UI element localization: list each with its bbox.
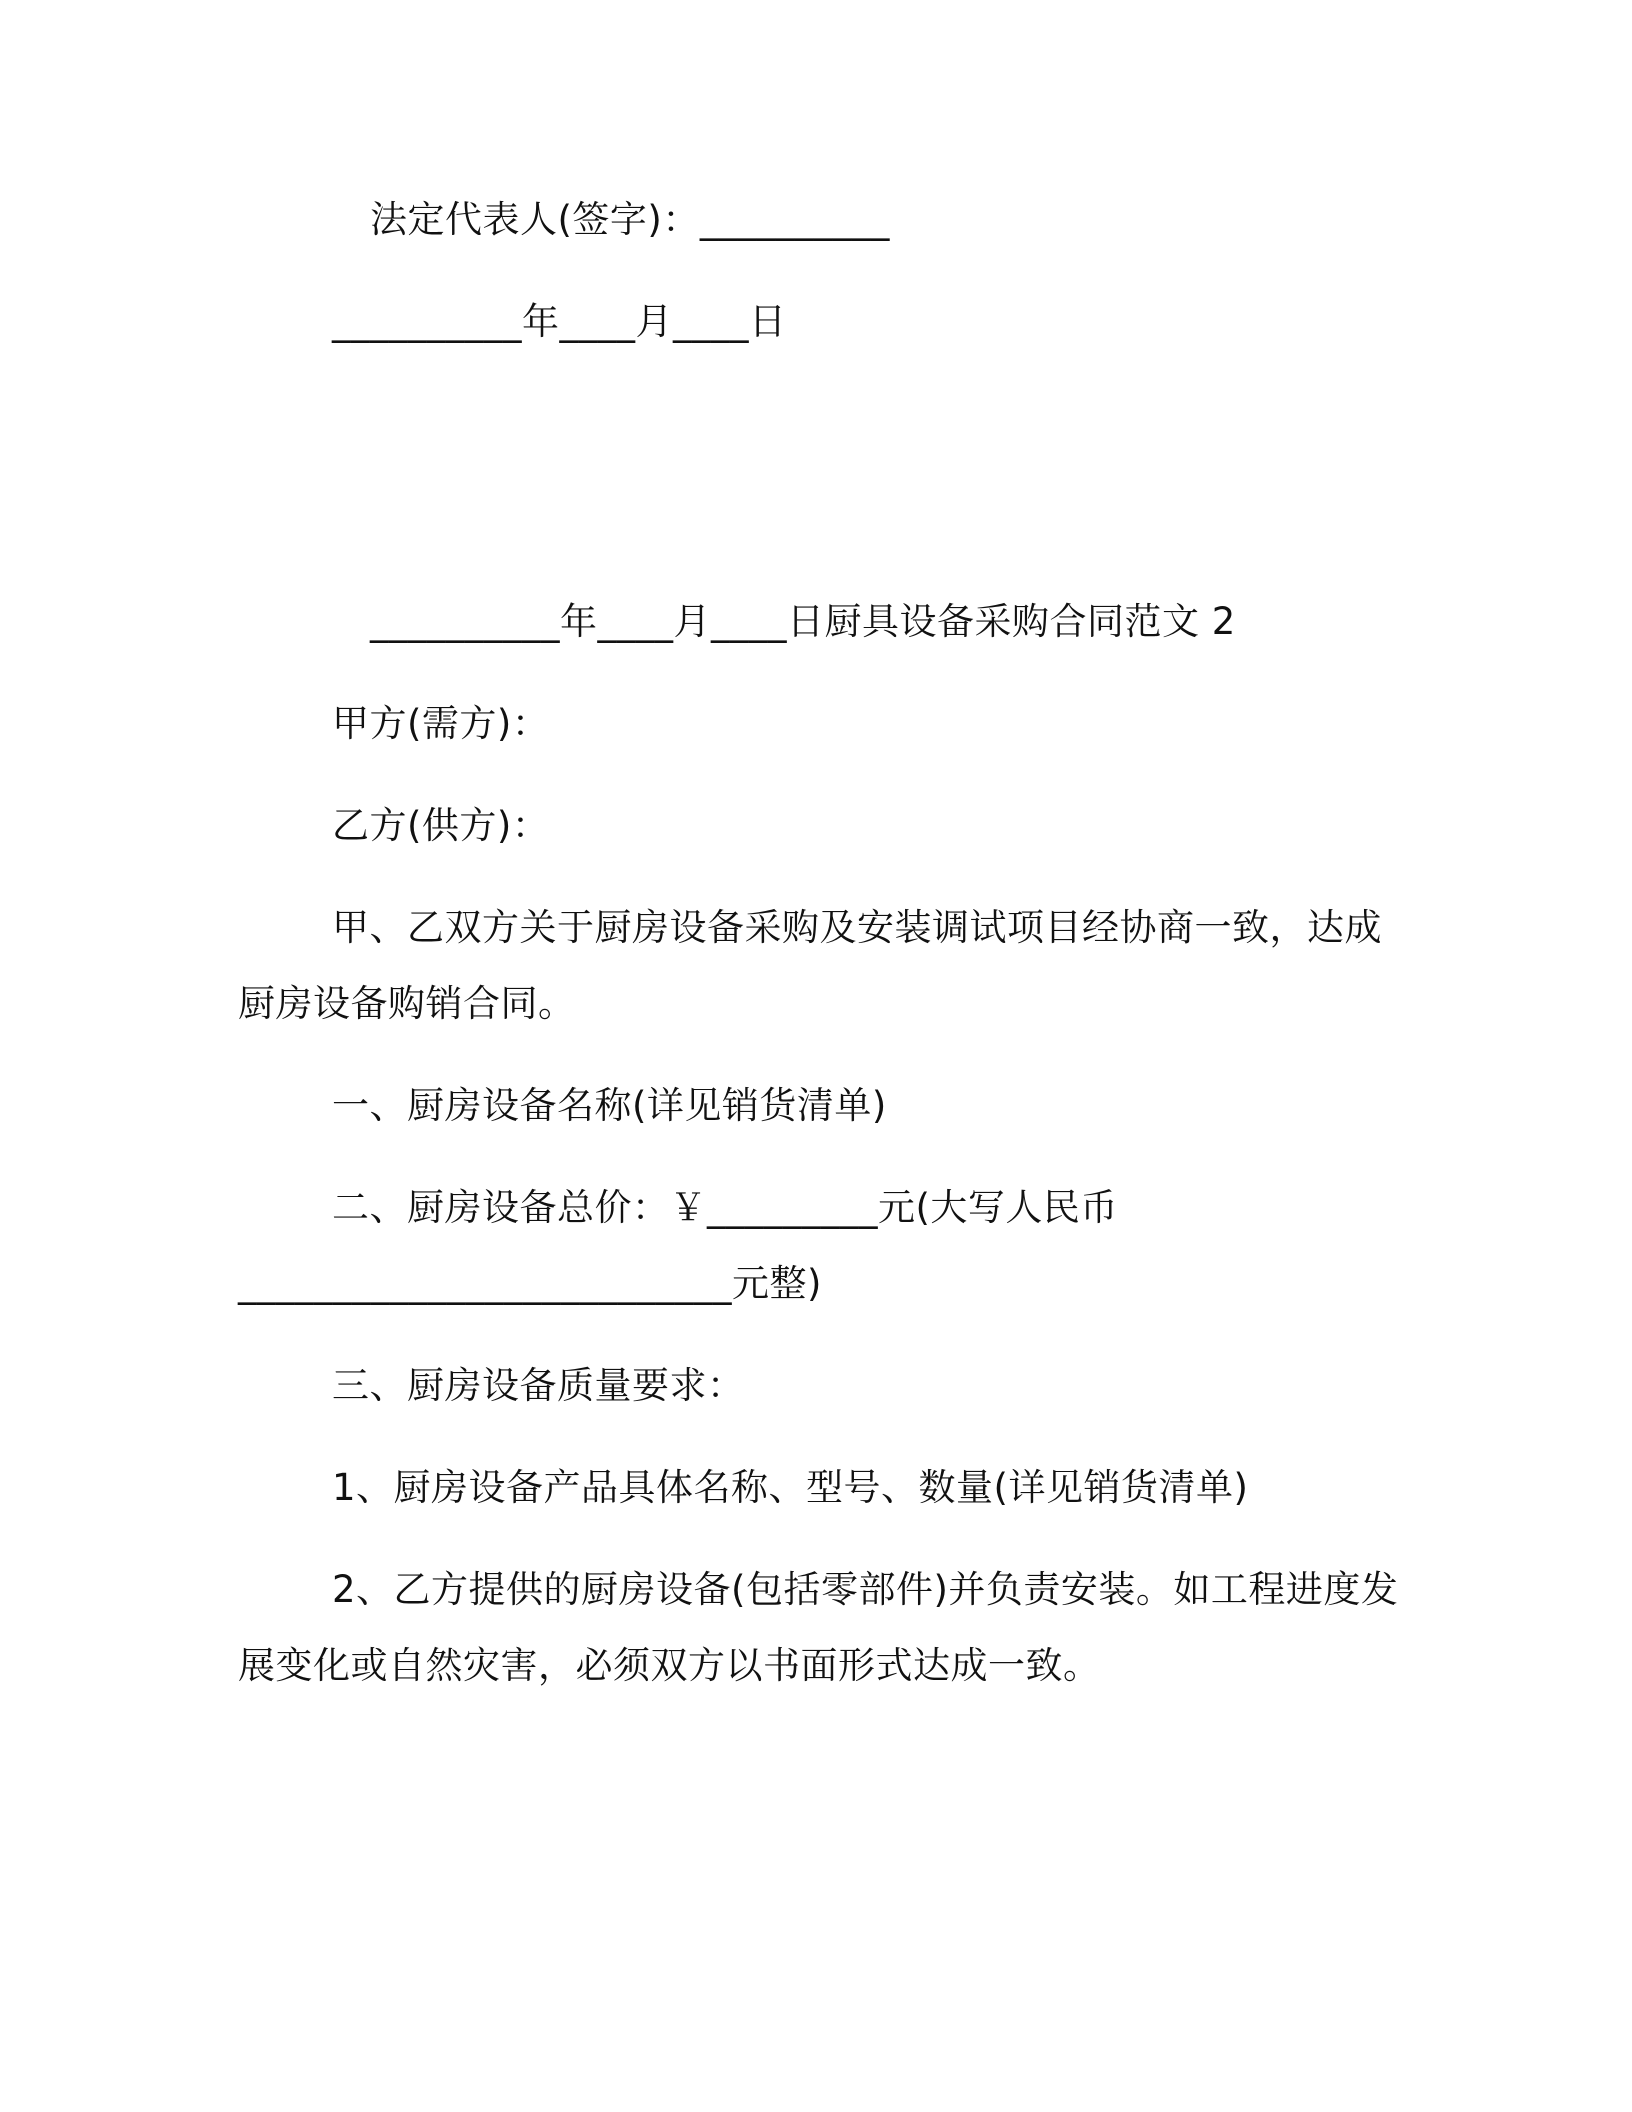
item-2-line-1: 2、乙方提供的厨房设备(包括零部件)并负责安装。如工程进度发 <box>332 1568 1399 1611</box>
party-b-label: 乙方(供方)： <box>332 804 550 847</box>
section-2-line-1: 二、厨房设备总价：￥_________元(大写人民币 <box>332 1186 1118 1229</box>
item-2-line-2: 展变化或自然灾害，必须双方以书面形式达成一致。 <box>238 1644 1101 1687</box>
section-3-heading: 三、厨房设备质量要求： <box>332 1364 745 1407</box>
intro-paragraph-line-1: 甲、乙双方关于厨房设备采购及安装调试项目经协商一致，达成 <box>332 906 1382 949</box>
intro-paragraph-line-2: 厨房设备购销合同。 <box>238 982 576 1025</box>
section-2-line-2: __________________________元整) <box>238 1262 822 1305</box>
section-1-heading: 一、厨房设备名称(详见销货清单) <box>332 1084 887 1127</box>
party-a-label: 甲方(需方)： <box>332 702 550 745</box>
item-1: 1、厨房设备产品具体名称、型号、数量(详见销货清单) <box>332 1466 1249 1509</box>
contract-title: __________年____月____日厨具设备采购合同范文 2 <box>370 600 1236 643</box>
signature-line: 法定代表人(签字)：__________ <box>370 198 890 241</box>
date-line: __________年____月____日 <box>332 300 787 343</box>
